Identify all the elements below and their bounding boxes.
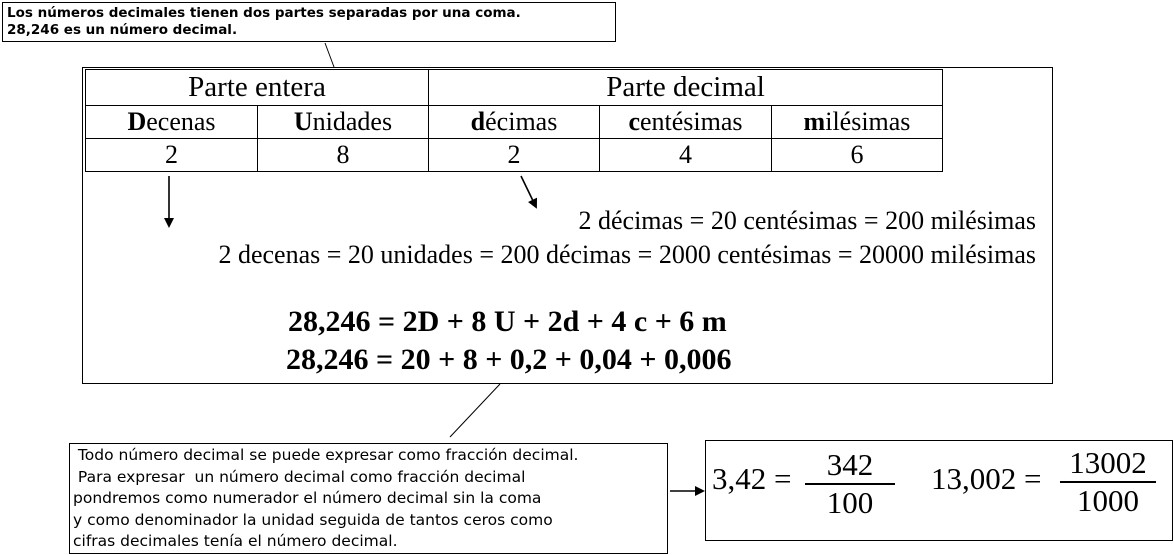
decomposition-by-units: 28,246 = 2D + 8 U + 2d + 4 c + 6 m bbox=[288, 305, 727, 338]
example-1-numerator: 342 bbox=[805, 447, 895, 485]
intro-pointer-line bbox=[325, 43, 334, 67]
tenths-arrow bbox=[521, 176, 536, 207]
decimal-part-header: Parte decimal bbox=[429, 70, 943, 106]
place-name-thousandths: milésimas bbox=[772, 106, 943, 139]
example-2-decimal: 13,002 = bbox=[931, 461, 1042, 496]
digit-hundredths: 4 bbox=[600, 139, 772, 172]
example-2-denominator: 1000 bbox=[1077, 483, 1139, 518]
tenths-equivalence: 2 décimas = 20 centésimas = 200 milésimas bbox=[578, 206, 1036, 235]
tens-equivalence: 2 decenas = 20 unidades = 200 décimas = 2000 centésimas = 20000 milésimas bbox=[218, 240, 1036, 269]
digit-units: 8 bbox=[258, 139, 429, 172]
example-2-numerator: 13002 bbox=[1060, 445, 1156, 483]
rule-line-3: pondremos como numerador el número decimal sin la coma bbox=[73, 489, 542, 508]
rule-line-5: cifras decimales tenía el número decimal. bbox=[73, 532, 398, 551]
decomposition-by-values: 28,246 = 20 + 8 + 0,2 + 0,04 + 0,006 bbox=[286, 343, 732, 376]
note-pointer-line bbox=[450, 384, 500, 437]
integer-part-header: Parte entera bbox=[86, 70, 429, 106]
place-name-tenths: décimas bbox=[429, 106, 600, 139]
example-1-decimal: 3,42 = bbox=[712, 461, 792, 496]
digit-tens: 2 bbox=[86, 139, 258, 172]
digit-thousandths: 6 bbox=[772, 139, 943, 172]
place-name-units: Unidades bbox=[258, 106, 429, 139]
example-1-denominator: 100 bbox=[826, 485, 874, 520]
place-name-tens: Decenas bbox=[86, 106, 258, 139]
intro-note-line-1: Los números decimales tienen dos partes separadas por una coma. bbox=[7, 5, 521, 21]
digit-tenths: 2 bbox=[429, 139, 600, 172]
rule-line-2: Para expresar un número decimal como fracción decimal bbox=[73, 467, 526, 486]
place-name-hundredths: centésimas bbox=[600, 106, 772, 139]
intro-note-line-2: 28,246 es un número decimal. bbox=[7, 22, 238, 38]
rule-line-4: y como denominador la unidad seguida de tantos ceros como bbox=[73, 510, 553, 529]
rule-line-1: Todo número decimal se puede expresar como fracción decimal. bbox=[73, 446, 579, 464]
